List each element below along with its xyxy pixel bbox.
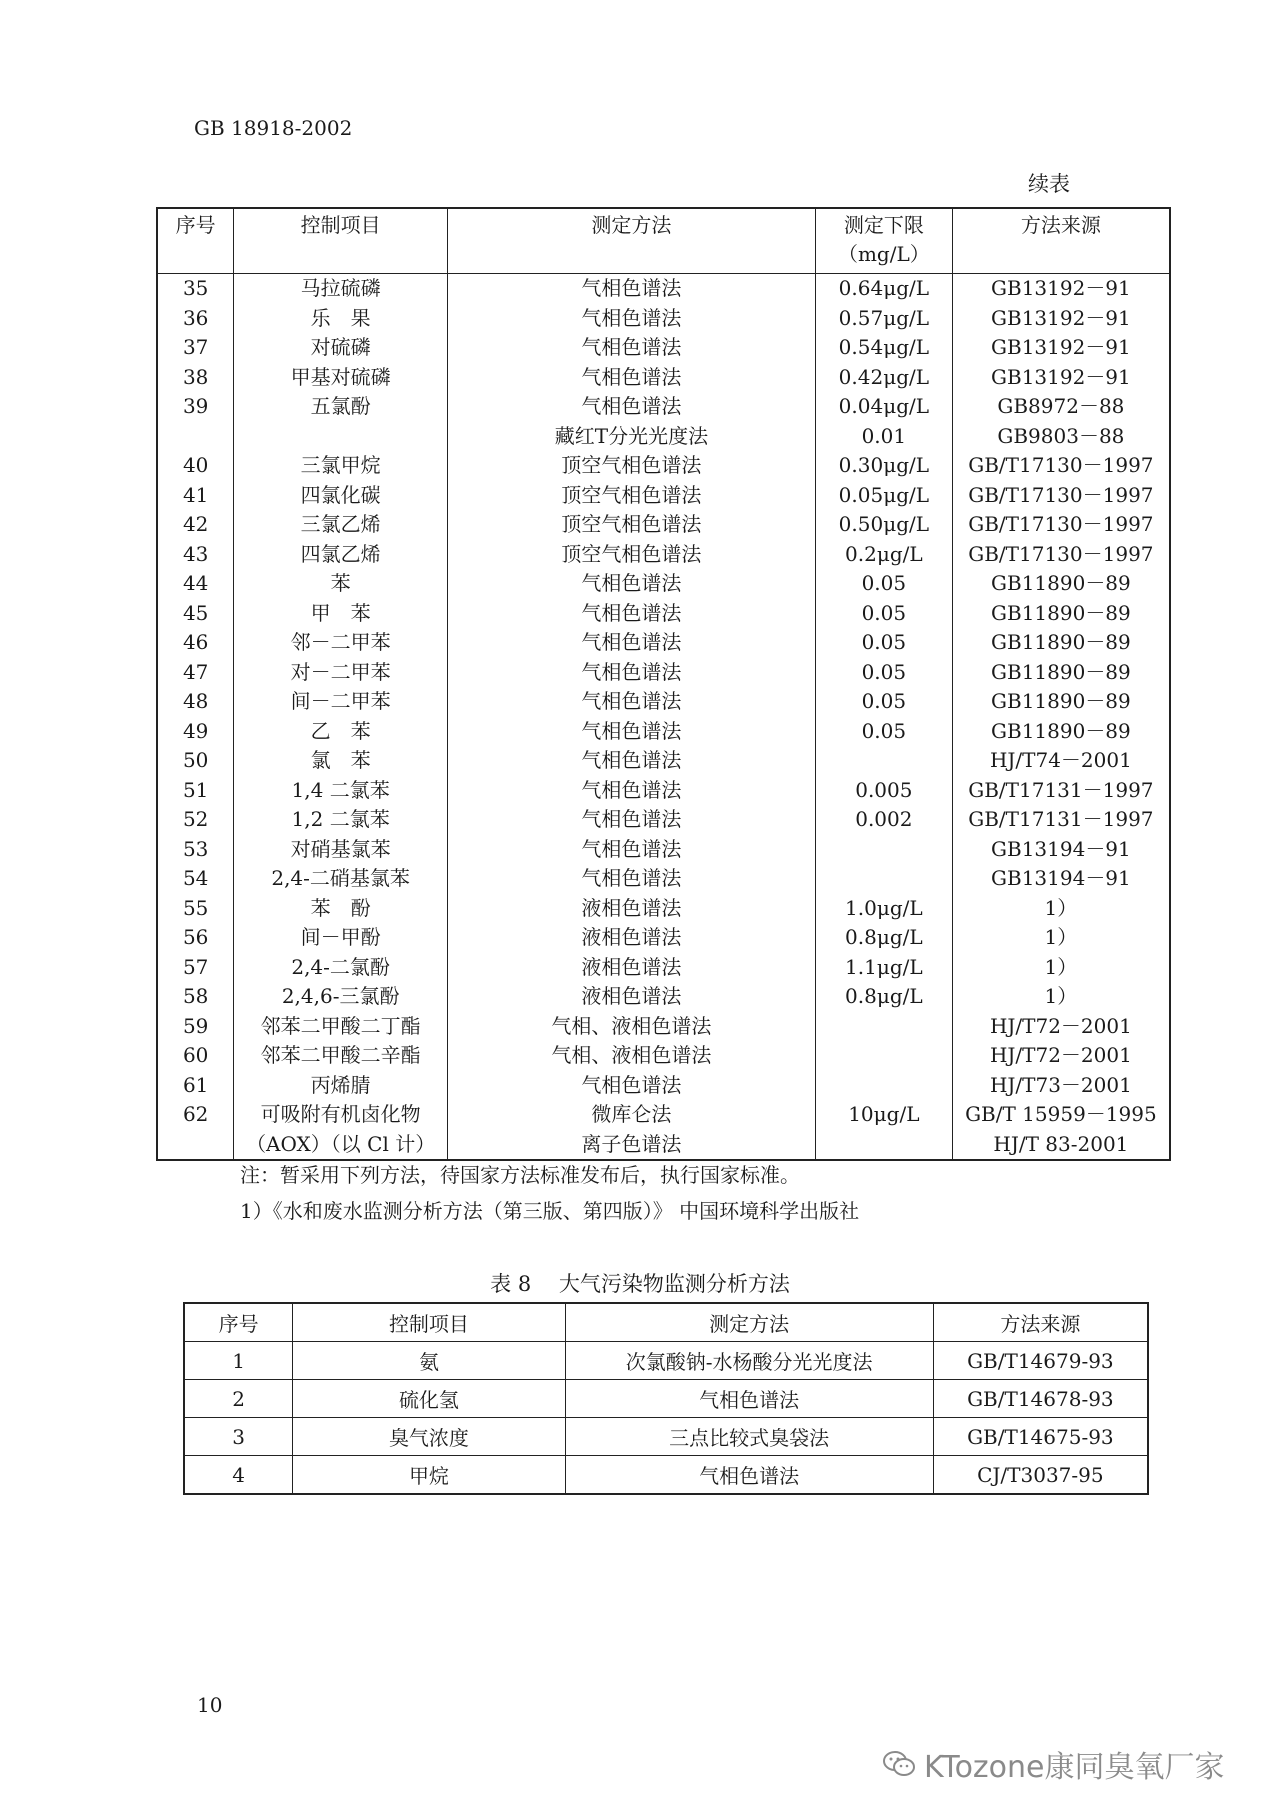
table-cell: 36 [157,304,234,334]
table-row [157,776,1170,806]
table-cell: 液相色谱法 [447,953,815,983]
table-cell: 气相、液相色谱法 [447,1012,815,1042]
table-cell: 气相色谱法 [447,274,815,304]
table-cell: 0.01 [815,422,952,452]
table-cell: 53 [157,835,234,865]
table-row [184,1380,1148,1418]
table-cell [157,422,234,452]
table-row [157,274,1170,304]
table-cell: 1 [184,1342,293,1380]
table-cell: GB13192－91 [952,333,1170,363]
table-row [157,687,1170,717]
table-cell: 离子色谱法 [447,1130,815,1161]
header-cell: 控制项目 [293,1303,565,1342]
table-row [157,923,1170,953]
table-cell: 四氯乙烯 [234,540,448,570]
table-cell: 气相色谱法 [447,687,815,717]
header-cell: 序号 [157,208,234,274]
table-cell: 44 [157,569,234,599]
table-cell [815,835,952,865]
table-cell: 1,4 二氯苯 [234,776,448,806]
table-cell: 气相色谱法 [447,569,815,599]
table-row [157,392,1170,422]
table-cell: GB11890－89 [952,599,1170,629]
table-row [157,363,1170,393]
table-cell: 氨 [293,1342,565,1380]
table-cell: GB9803－88 [952,422,1170,452]
table-cell: 气相色谱法 [447,776,815,806]
table-cell: 45 [157,599,234,629]
table-cell: 气相色谱法 [447,864,815,894]
note-line: 注：暂采用下列方法，待国家方法标准发布后，执行国家标准。 [240,1163,800,1187]
table-cell: 间－甲酚 [234,923,448,953]
table-cell: 0.005 [815,776,952,806]
table-cell: 氯 苯 [234,746,448,776]
note-line: 1）《水和废水监测分析方法（第三版、第四版）》 中国环境科学出版社 [240,1199,860,1223]
table-cell: 可吸附有机卤化物 [234,1100,448,1130]
table-7-continued [156,207,1171,1161]
table-cell: 35 [157,274,234,304]
table-cell: 乐 果 [234,304,448,334]
table-cell: 气相色谱法 [447,658,815,688]
table-cell: 苯 [234,569,448,599]
table-cell [815,1012,952,1042]
table-cell: 58 [157,982,234,1012]
table-cell: 0.54μg/L [815,333,952,363]
table-cell: 气相色谱法 [447,1071,815,1101]
table-cell: GB11890－89 [952,569,1170,599]
table-row [157,481,1170,511]
table-cell: 三氯甲烷 [234,451,448,481]
table-cell: 藏红T分光光度法 [447,422,815,452]
table-cell: GB/T14678-93 [933,1380,1148,1418]
table-cell: 0.57μg/L [815,304,952,334]
table-cell: HJ/T74－2001 [952,746,1170,776]
table-cell: 气相色谱法 [447,717,815,747]
header-cell: 测定下限 （mg/L） [815,208,952,274]
table-row [184,1418,1148,1456]
table-cell: 气相色谱法 [447,333,815,363]
table-cell: 气相色谱法 [447,363,815,393]
table-cell: 62 [157,1100,234,1130]
table-cell: GB11890－89 [952,717,1170,747]
table-cell: HJ/T 83-2001 [952,1130,1170,1161]
table-cell: 0.64μg/L [815,274,952,304]
table-cell: 气相色谱法 [447,746,815,776]
table-cell: 对硫磷 [234,333,448,363]
table-cell: 50 [157,746,234,776]
table-cell: 2 [184,1380,293,1418]
table-cell: 49 [157,717,234,747]
table-cell: 51 [157,776,234,806]
table-8 [183,1302,1149,1495]
table-cell: 57 [157,953,234,983]
table-cell: 10μg/L [815,1100,952,1130]
header-cell: 方法来源 [952,208,1170,274]
table-cell: 气相色谱法 [447,628,815,658]
table-cell [815,1071,952,1101]
table-row [157,599,1170,629]
table-cell: 气相色谱法 [447,304,815,334]
table-cell: 邻－二甲苯 [234,628,448,658]
table-cell: 气相色谱法 [565,1456,933,1495]
table-header [157,208,1170,274]
table-cell: 液相色谱法 [447,982,815,1012]
table-cell: 2,4-二硝基氯苯 [234,864,448,894]
table-cell: 60 [157,1041,234,1071]
table-cell: 1） [952,953,1170,983]
table-row [157,1012,1170,1042]
table-header [184,1303,1148,1342]
table-cell: 顶空气相色谱法 [447,451,815,481]
table-cell: 甲 苯 [234,599,448,629]
table-cell: 1） [952,894,1170,924]
table-cell: GB11890－89 [952,687,1170,717]
table-cell: 0.30μg/L [815,451,952,481]
table-cell: 61 [157,1071,234,1101]
table-row [157,1071,1170,1101]
table-row [157,451,1170,481]
table-cell: 气相、液相色谱法 [447,1041,815,1071]
table-cell: 0.05 [815,599,952,629]
table-row [157,805,1170,835]
table-cell: GB13192－91 [952,304,1170,334]
table-cell: 气相色谱法 [565,1380,933,1418]
table-row [157,1100,1170,1130]
table-cell: 苯 酚 [234,894,448,924]
table-row [157,569,1170,599]
table-cell [815,864,952,894]
table-row [157,1041,1170,1071]
header-cell: 测定方法 [447,208,815,274]
table-cell: 液相色谱法 [447,923,815,953]
table-row [157,717,1170,747]
table-row [157,1130,1170,1161]
table-cell: 56 [157,923,234,953]
table-cell: 52 [157,805,234,835]
table-cell: 气相色谱法 [447,599,815,629]
table-cell: 气相色谱法 [447,805,815,835]
table-cell: GB13192－91 [952,363,1170,393]
table-cell: 微库仑法 [447,1100,815,1130]
table-cell [234,422,448,452]
table-cell: 48 [157,687,234,717]
table-cell: 55 [157,894,234,924]
table-cell: 对硝基氯苯 [234,835,448,865]
table-cell: 丙烯腈 [234,1071,448,1101]
table-8-caption: 表 8 大气污染物监测分析方法 [490,1272,790,1296]
wechat-icon [882,1750,916,1778]
table-cell [157,1130,234,1161]
table-cell: 37 [157,333,234,363]
table-row [157,333,1170,363]
table-cell: GB13194－91 [952,864,1170,894]
table-cell: 三点比较式臭袋法 [565,1418,933,1456]
table-cell: GB/T 15959－1995 [952,1100,1170,1130]
table-cell: 3 [184,1418,293,1456]
table-cell: 次氯酸钠-水杨酸分光光度法 [565,1342,933,1380]
table-cell: 0.05 [815,628,952,658]
table-cell: 47 [157,658,234,688]
table-cell: GB/T14679-93 [933,1342,1148,1380]
table-cell: HJ/T72－2001 [952,1041,1170,1071]
table-cell: 43 [157,540,234,570]
table-cell: 1.0μg/L [815,894,952,924]
table-cell: 四氯化碳 [234,481,448,511]
continued-label: 续表 [1028,172,1070,196]
table-cell: 0.8μg/L [815,982,952,1012]
table-cell: 邻苯二甲酸二丁酯 [234,1012,448,1042]
table-cell: 硫化氢 [293,1380,565,1418]
document-id: GB 18918-2002 [194,116,353,140]
table-cell: 1） [952,982,1170,1012]
table-cell: 59 [157,1012,234,1042]
table-cell: 4 [184,1456,293,1495]
table-cell: 39 [157,392,234,422]
table-cell: HJ/T72－2001 [952,1012,1170,1042]
table-cell: GB/T17130－1997 [952,510,1170,540]
table-cell: 顶空气相色谱法 [447,481,815,511]
table-row [157,304,1170,334]
table-cell: 气相色谱法 [447,392,815,422]
watermark [882,1742,1225,1786]
table-cell: GB/T17130－1997 [952,481,1170,511]
table-row [157,746,1170,776]
table-cell: HJ/T73－2001 [952,1071,1170,1101]
table-cell: 41 [157,481,234,511]
table-cell: 0.04μg/L [815,392,952,422]
table-cell: 0.8μg/L [815,923,952,953]
table-row [157,894,1170,924]
table-cell: 2,4-二氯酚 [234,953,448,983]
table-cell: 乙 苯 [234,717,448,747]
table-cell: GB/T17131－1997 [952,776,1170,806]
table-row [157,422,1170,452]
table-cell: GB13194－91 [952,835,1170,865]
table-cell: GB11890－89 [952,628,1170,658]
table-cell: 0.05 [815,687,952,717]
table-cell: 0.05μg/L [815,481,952,511]
header-cell: 控制项目 [234,208,448,274]
table-cell: 液相色谱法 [447,894,815,924]
table-cell [815,1130,952,1161]
table-cell: 38 [157,363,234,393]
table-cell: CJ/T3037-95 [933,1456,1148,1495]
table-cell: 马拉硫磷 [234,274,448,304]
page-number: 10 [197,1693,223,1717]
table-cell: GB/T17130－1997 [952,540,1170,570]
table-cell: 气相色谱法 [447,835,815,865]
table-cell: 甲烷 [293,1456,565,1495]
table-row [157,628,1170,658]
table-cell [815,746,952,776]
table-cell: 1） [952,923,1170,953]
table-cell: 顶空气相色谱法 [447,540,815,570]
table-cell: 0.05 [815,717,952,747]
table-cell: 1.1μg/L [815,953,952,983]
table-cell: GB8972－88 [952,392,1170,422]
table-row [157,864,1170,894]
table-cell [815,1041,952,1071]
table-cell: GB13192－91 [952,274,1170,304]
table-cell: 46 [157,628,234,658]
table-cell: 顶空气相色谱法 [447,510,815,540]
table-cell: 0.50μg/L [815,510,952,540]
table-cell: 0.05 [815,569,952,599]
table-cell: 54 [157,864,234,894]
table-cell: GB/T17130－1997 [952,451,1170,481]
table-cell: 0.42μg/L [815,363,952,393]
table-row [157,658,1170,688]
header-cell: 测定方法 [565,1303,933,1342]
watermark-text: KTozone康同臭氧厂家 [924,1750,1225,1785]
table-cell: 臭气浓度 [293,1418,565,1456]
table-cell: 2,4,6-三氯酚 [234,982,448,1012]
table-cell: 五氯酚 [234,392,448,422]
table-cell: 三氯乙烯 [234,510,448,540]
table-cell: 间－二甲苯 [234,687,448,717]
table-notes [240,1157,859,1229]
table-cell: 邻苯二甲酸二辛酯 [234,1041,448,1071]
table-cell: 40 [157,451,234,481]
table-cell: GB11890－89 [952,658,1170,688]
table-row [184,1342,1148,1380]
table-row [157,953,1170,983]
header-cell: 序号 [184,1303,293,1342]
table-cell: 1,2 二氯苯 [234,805,448,835]
header-cell: 方法来源 [933,1303,1148,1342]
table-cell: 0.2μg/L [815,540,952,570]
table-cell: 甲基对硫磷 [234,363,448,393]
table-row [157,540,1170,570]
table-cell: GB/T17131－1997 [952,805,1170,835]
table-cell: GB/T14675-93 [933,1418,1148,1456]
table-row [157,982,1170,1012]
table-cell: 对－二甲苯 [234,658,448,688]
table-cell: （AOX）（以 Cl 计） [234,1130,448,1161]
table-row [157,510,1170,540]
table-row [184,1456,1148,1495]
table-row [157,835,1170,865]
table-cell: 0.002 [815,805,952,835]
table-cell: 0.05 [815,658,952,688]
table-cell: 42 [157,510,234,540]
